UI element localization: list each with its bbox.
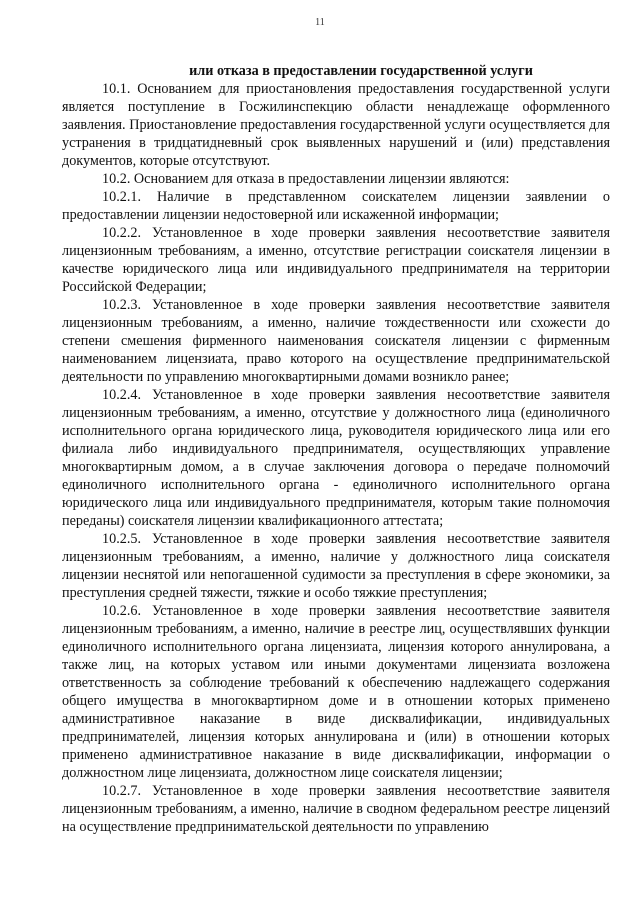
section-heading: или отказа в предоставлении государственной услуги bbox=[189, 63, 533, 79]
paragraph-10-2-2: 10.2.2. Установленное в ходе проверки заявления несоответствие заявителя лицензионным требованиям, а именно, отсутствие регистрации соискателя лицензии в качестве юридического лица или индивидуального предпринимателя на территории Российской Федерации; bbox=[62, 225, 610, 295]
paragraph-10-2-6: 10.2.6. Установленное в ходе проверки заявления несоответствие заявителя лицензионным требованиям, а именно, наличие в реестре лиц, осуществлявших функции единоличного исполнительного органа лицензиата, лицензия которого аннулирована, а также лиц, на которых уставом или иными документами лицензиата возложена ответственность за соблюдение требований к обеспечению надлежащего содержания общего имущества в многоквартирном доме и в отношении которых применено административное наказание в виде дисквалификации, индивидуальных предпринимателей, лицензия которых аннулирована и (или) в отношении которых применено административное наказание в виде дисквалификации, информации о должностном лице лицензиата, должностном лице соискателя лицензии; bbox=[62, 603, 610, 781]
document-body bbox=[62, 62, 610, 836]
paragraph-10-2: 10.2. Основанием для отказа в предоставлении лицензии являются: bbox=[102, 171, 510, 187]
paragraph-10-2-3: 10.2.3. Установленное в ходе проверки заявления несоответствие заявителя лицензионным требованиям, а именно, наличие тождественности или схожести до степени смешения фирменного наименования соискателя лицензии с фирменным наименованием лицензиата, право которого на осуществление предпринимательской деятельности по управлению многоквартирными домами возникло ранее; bbox=[62, 297, 610, 385]
paragraph-10-2-1: 10.2.1. Наличие в представленном соискателем лицензии заявлении о предоставлении лицензии недостоверной или искаженной информации; bbox=[62, 189, 610, 223]
paragraph-10-2-4: 10.2.4. Установленное в ходе проверки заявления несоответствие заявителя лицензионным требованиям, а именно, отсутствие у должностного лица (единоличного исполнительного органа юридического лица, руководителя юридического лица или его филиала либо индивидуального предпринимателя, осуществляющих управление многоквартирным домом, а в случае заключения договора о передаче полномочий единоличного исполнительного органа - единоличного исполнительного органа юридического лица или индивидуального предпринимателя, которым такие полномочия переданы) соискателя лицензии квалификационного аттестата; bbox=[62, 387, 610, 529]
paragraph-10-2-5: 10.2.5. Установленное в ходе проверки заявления несоответствие заявителя лицензионным требованиям, а именно, наличие у должностного лица соискателя лицензии неснятой или непогашенной судимости за преступления в сфере экономики, за преступления средней тяжести, тяжкие и особо тяжкие преступления; bbox=[62, 531, 610, 601]
page-number: 11 bbox=[315, 17, 325, 28]
paragraph-10-2-7: 10.2.7. Установленное в ходе проверки заявления несоответствие заявителя лицензионным требованиям, а именно, наличие в сводном федеральном реестре лицензий на осуществление предпринимательской деятельности по управлению bbox=[62, 783, 610, 835]
paragraph-10-1: 10.1. Основанием для приостановления предоставления государственной услуги является поступление в Госжилинспекцию области ненадлежаще оформленного заявления. Приостановление предоставления государственной услуги осуществляется для устранения в тридцатидневный срок выявленных нарушений и (или) представления документов, которые отсутствуют. bbox=[62, 81, 610, 169]
